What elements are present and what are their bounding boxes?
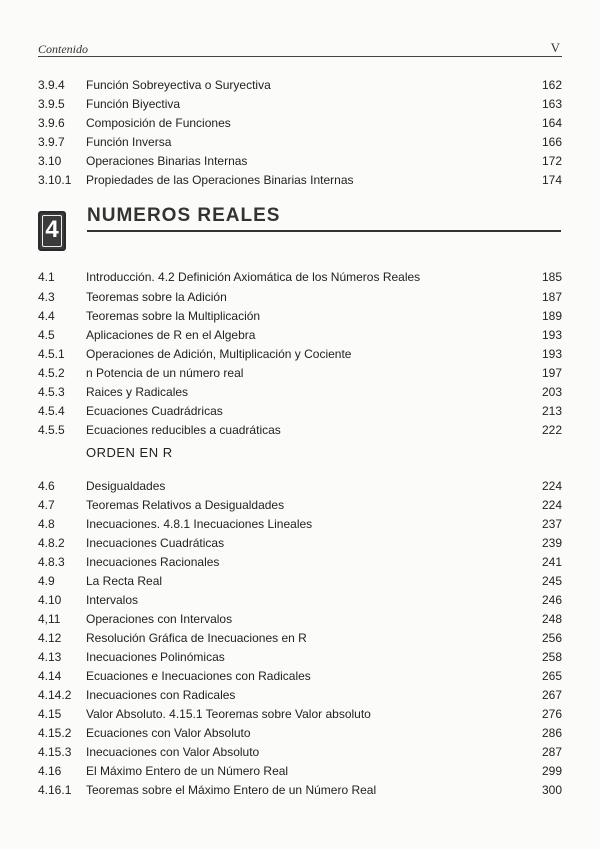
toc-title: Teoremas sobre la Adición (86, 290, 227, 304)
toc-number: 4.6 (38, 479, 55, 493)
toc-number: 4.12 (38, 631, 62, 645)
toc-page: 174 (541, 173, 562, 187)
header-page-roman: V (550, 40, 560, 55)
toc-title: Teoremas sobre la Multiplicación (86, 309, 261, 323)
toc-page: 256 (541, 631, 562, 645)
toc-title: n Potencia de un número real (86, 366, 244, 380)
toc-row (38, 171, 562, 189)
toc-number: 4.4 (38, 309, 55, 323)
toc-number: 4.10 (38, 593, 62, 607)
toc-page: 189 (541, 309, 562, 323)
toc-title: Operaciones Binarias Internas (86, 154, 248, 168)
toc-page: 172 (541, 154, 562, 168)
toc-title: Operaciones con Intervalos (86, 612, 233, 626)
toc-title: Ecuaciones e Inecuaciones con Radicales (86, 669, 311, 683)
toc-number: 3.9.6 (38, 116, 65, 130)
toc-row (38, 114, 562, 132)
toc-title: Inecuaciones con Radicales (86, 688, 236, 702)
toc-number: 4.1 (38, 270, 55, 284)
toc-row (38, 477, 562, 495)
toc-title: Teoremas Relativos a Desigualdades (86, 498, 285, 512)
toc-row (38, 781, 562, 799)
toc-title: Raices y Radicales (86, 385, 189, 399)
toc-page: 300 (541, 783, 562, 797)
toc-number: 4.15.2 (38, 726, 72, 740)
toc-number: 4.14 (38, 669, 62, 683)
toc-number: 4.15 (38, 707, 62, 721)
toc-title: Inecuaciones con Valor Absoluto (86, 745, 260, 759)
toc-row (38, 610, 562, 628)
toc-page: 166 (541, 135, 562, 149)
header-rule (38, 56, 562, 57)
toc-title: Inecuaciones. 4.8.1 Inecuaciones Lineales (86, 517, 313, 531)
toc-number: 4.5.1 (38, 347, 65, 361)
toc-row (38, 572, 562, 590)
toc-row (38, 326, 562, 344)
toc-page: 224 (541, 498, 562, 512)
toc-number: 4.5 (38, 328, 55, 342)
toc-number: 4.3 (38, 290, 55, 304)
toc-row (38, 496, 562, 514)
toc-row (38, 648, 562, 666)
toc-title: Ecuaciones Cuadrádricas (86, 404, 223, 418)
toc-number: 4,11 (38, 612, 61, 626)
header-contents-label: Contenido (38, 42, 88, 56)
toc-row (38, 364, 562, 382)
toc-row (38, 383, 562, 401)
toc-page: 164 (541, 116, 562, 130)
toc-row (38, 667, 562, 685)
toc-number: 4.7 (38, 498, 55, 512)
toc-row (38, 724, 562, 742)
toc-page: 193 (541, 328, 562, 342)
toc-page: 185 (541, 270, 562, 284)
toc-row (38, 743, 562, 761)
toc-title: Aplicaciones de R en el Algebra (86, 328, 256, 342)
toc-number: 4.5.5 (38, 423, 65, 437)
toc-number: 3.9.7 (38, 135, 65, 149)
toc-row (38, 515, 562, 533)
toc-title: Teoremas sobre el Máximo Entero de un Número Real (86, 783, 377, 797)
toc-page: 213 (541, 404, 562, 418)
toc-title: Operaciones de Adición, Multiplicación y Cociente (86, 347, 352, 361)
toc-page: 237 (541, 517, 562, 531)
toc-page: 276 (541, 707, 562, 721)
toc-title: Función Sobreyectiva o Suryectiva (86, 78, 271, 92)
toc-page: 224 (541, 479, 562, 493)
toc-number: 4.5.3 (38, 385, 65, 399)
toc-number: 3.10 (38, 154, 62, 168)
chapter-title: NUMEROS REALES (87, 205, 281, 226)
toc-page: 258 (541, 650, 562, 664)
toc-number: 4.5.2 (38, 366, 65, 380)
toc-page: 187 (541, 290, 562, 304)
toc-number: 4.5.4 (38, 404, 65, 418)
toc-row (38, 686, 562, 704)
toc-page: 248 (541, 612, 562, 626)
toc-title: Valor Absoluto. 4.15.1 Teoremas sobre Valor absoluto (86, 707, 371, 721)
toc-row (38, 553, 562, 571)
toc-page: 162 (541, 78, 562, 92)
toc-number: 3.9.4 (38, 78, 65, 92)
toc-title: Resolución Gráfica de Inecuaciones en R (86, 631, 307, 645)
toc-page: 267 (541, 688, 562, 702)
toc-page: 246 (541, 593, 562, 607)
toc-row (38, 268, 562, 286)
toc-number: 4.8.2 (38, 536, 65, 550)
toc-page: 265 (541, 669, 562, 683)
toc-title: Propiedades de las Operaciones Binarias Internas (86, 173, 354, 187)
toc-number: 4.16.1 (38, 783, 72, 797)
toc-title: La Recta Real (86, 574, 163, 588)
toc-title: El Máximo Entero de un Número Real (86, 764, 289, 778)
toc-number: 4.14.2 (38, 688, 72, 702)
toc-number: 3.9.5 (38, 97, 65, 111)
toc-title: Desigualdades (86, 479, 166, 493)
toc-row (38, 307, 562, 325)
toc-page: 203 (541, 385, 562, 399)
page-header (38, 40, 562, 60)
toc-row (38, 288, 562, 306)
toc-title: Ecuaciones reducibles a cuadráticas (86, 423, 281, 437)
toc-title: Ecuaciones con Valor Absoluto (86, 726, 251, 740)
toc-row (38, 345, 562, 363)
toc-page: 245 (541, 574, 562, 588)
chapter-rule (87, 230, 561, 232)
toc-title: Función Inversa (86, 135, 172, 149)
toc-number: 3.10.1 (38, 173, 72, 187)
toc-row (38, 421, 562, 439)
toc-page: 239 (541, 536, 562, 550)
toc-number: 4.8.3 (38, 555, 65, 569)
toc-page: 286 (541, 726, 562, 740)
toc-number: 4.13 (38, 650, 62, 664)
toc-title: Inecuaciones Cuadráticas (86, 536, 225, 550)
toc-row (38, 534, 562, 552)
chapter-number: 4 (42, 215, 62, 247)
toc-row (38, 762, 562, 780)
chapter-number-badge (38, 211, 66, 251)
toc-page: 163 (541, 97, 562, 111)
toc-title: Inecuaciones Racionales (86, 555, 220, 569)
toc-number: 4.9 (38, 574, 55, 588)
toc-page: 299 (541, 764, 562, 778)
section-heading: ORDEN EN R (86, 445, 173, 460)
toc-title: Composición de Funciones (86, 116, 231, 130)
toc-row (38, 591, 562, 609)
toc-page: 287 (541, 745, 562, 759)
toc-row (38, 402, 562, 420)
toc-title: Función Biyectiva (86, 97, 181, 111)
toc-number: 4.8 (38, 517, 55, 531)
toc-row (38, 76, 562, 94)
toc-number: 4.16 (38, 764, 62, 778)
toc-row (38, 133, 562, 151)
toc-row (38, 629, 562, 647)
toc-title: Introducción. 4.2 Definición Axiomática de los Números Reales (86, 270, 421, 284)
toc-row (38, 95, 562, 113)
toc-row (38, 152, 562, 170)
toc-page: 193 (541, 347, 562, 361)
toc-page: 197 (541, 366, 562, 380)
toc-title: Intervalos (86, 593, 139, 607)
toc-page: 222 (541, 423, 562, 437)
toc-title: Inecuaciones Polinómicas (86, 650, 225, 664)
toc-row (38, 705, 562, 723)
toc-number: 4.15.3 (38, 745, 72, 759)
toc-page: 241 (541, 555, 562, 569)
